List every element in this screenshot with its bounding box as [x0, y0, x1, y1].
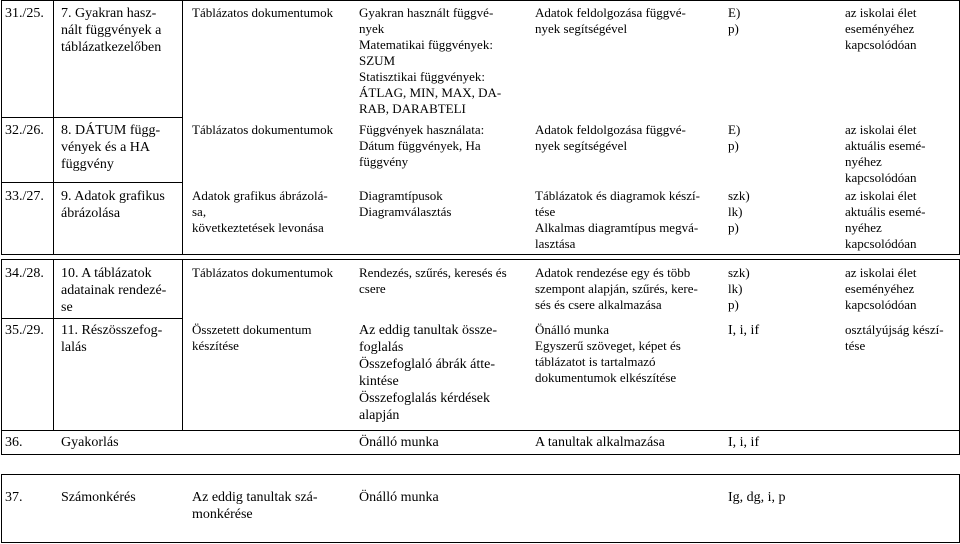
- lesson-topic: 11. Részösszefog- lalás: [61, 323, 163, 355]
- lesson-activity: Adatok rendezése egy és több szempont alapján, szűrés, kere- sés és csere alkalmazása: [535, 265, 698, 312]
- lesson-evaluation: E) p): [728, 5, 741, 36]
- lesson-content: Függvények használata: Dátum függvények, Ha függvény: [359, 122, 485, 169]
- block1-bottom-border: [1, 254, 959, 255]
- lesson-evaluation: Ig, dg, i, p: [728, 490, 786, 505]
- lesson-topic: 8. DÁTUM függ- vények és a HA függvény: [61, 123, 161, 172]
- block3-top-border: [1, 474, 959, 475]
- block2-col-line: [53, 259, 54, 431]
- block3-bottom-border: [1, 542, 959, 543]
- lesson-topic: 7. Gyakran hasz- nált függvények a táblázatkezelőben: [61, 6, 162, 55]
- lesson-activity: A tanultak alkalmazása: [535, 435, 665, 450]
- block1-row-divider: [1, 182, 182, 183]
- lesson-content: Önálló munka: [359, 490, 439, 505]
- lesson-activity: Adatok feldolgozása függvé- nyek segítségével: [535, 122, 686, 153]
- block2-row-divider: [1, 318, 182, 319]
- lesson-evaluation: I, i, if: [728, 435, 760, 450]
- block1-top-border: [1, 0, 959, 1]
- lesson-number: 37.: [5, 490, 23, 505]
- lesson-activity: Adatok feldolgozása függvé- nyek segítségével: [535, 5, 686, 36]
- block2-row-divider: [1, 430, 959, 431]
- lesson-content: Az eddig tanultak össze- foglalás Összefoglaló ábrák átte- kintése Összefoglalás kérdések alapján: [359, 323, 498, 423]
- lesson-number: 31./25.: [5, 6, 44, 21]
- lesson-number: 35./29.: [5, 323, 44, 338]
- lesson-activity: Táblázatok és diagramok készí- tése Alkalmas diagramtípus megvá- lasztása: [535, 188, 700, 251]
- lesson-connection: osztályújság készí- tése: [845, 322, 944, 353]
- lesson-content: Önálló munka: [359, 435, 439, 450]
- lesson-evaluation: szk) lk) p): [728, 188, 750, 235]
- lesson-connection: az iskolai élet aktuális esemé- nyéhez kapcsolódóan: [845, 122, 926, 185]
- lesson-theme: Összetett dokumentum készítése: [192, 322, 312, 353]
- lesson-theme: Táblázatos dokumentumok: [192, 265, 334, 280]
- lesson-activity: Önálló munka Egyszerű szöveget, képet és táblázatot is tartalmazó dokumentumok elkészítése: [535, 322, 681, 385]
- block3-col-line: [1, 474, 2, 543]
- lesson-theme: Az eddig tanultak szá- monkérése: [192, 490, 318, 522]
- lesson-topic: Számonkérés: [61, 490, 136, 505]
- lesson-number: 34./28.: [5, 266, 44, 281]
- lesson-content: Gyakran használt függvé- nyek Matematikai függvények: SZUM Statisztikai függvények: ÁTLAG, MIN, MAX, DA- RAB, DARABTELI: [359, 5, 502, 116]
- block2-top-border: [1, 259, 959, 260]
- block1-col-line: [1, 0, 2, 255]
- lesson-theme: Táblázatos dokumentumok: [192, 5, 334, 20]
- lesson-connection: az iskolai élet eseményéhez kapcsolódóan: [845, 5, 917, 52]
- lesson-connection: az iskolai élet eseményéhez kapcsolódóan: [845, 265, 917, 312]
- lesson-evaluation: szk) lk) p): [728, 265, 750, 312]
- block1-col-line: [53, 0, 54, 255]
- lesson-content: Rendezés, szűrés, keresés és csere: [359, 265, 507, 296]
- lesson-content: Diagramtípusok Diagramválasztás: [359, 188, 452, 219]
- lesson-theme: Táblázatos dokumentumok: [192, 122, 334, 137]
- block1-col-line: [182, 0, 183, 255]
- block2-col-line: [182, 259, 183, 431]
- lesson-theme: Adatok grafikus ábrázolá- sa, következtetések levonása: [192, 188, 328, 235]
- lesson-evaluation: I, i, if: [728, 323, 760, 338]
- block1-row-divider: [1, 117, 182, 118]
- lesson-topic: 9. Adatok grafikus ábrázolása: [61, 189, 165, 221]
- lesson-connection: az iskolai élet aktuális esemé- nyéhez kapcsolódóan: [845, 188, 926, 251]
- lesson-number: 33./27.: [5, 189, 44, 204]
- block2-col-line: [1, 259, 2, 455]
- lesson-topic: 10. A táblázatok adatainak rendezé- se: [61, 266, 167, 315]
- lesson-topic: Gyakorlás: [61, 435, 119, 450]
- block2-bottom-border: [1, 454, 959, 455]
- lesson-evaluation: E) p): [728, 122, 741, 153]
- lesson-number: 36.: [5, 435, 23, 450]
- lesson-number: 32./26.: [5, 123, 44, 138]
